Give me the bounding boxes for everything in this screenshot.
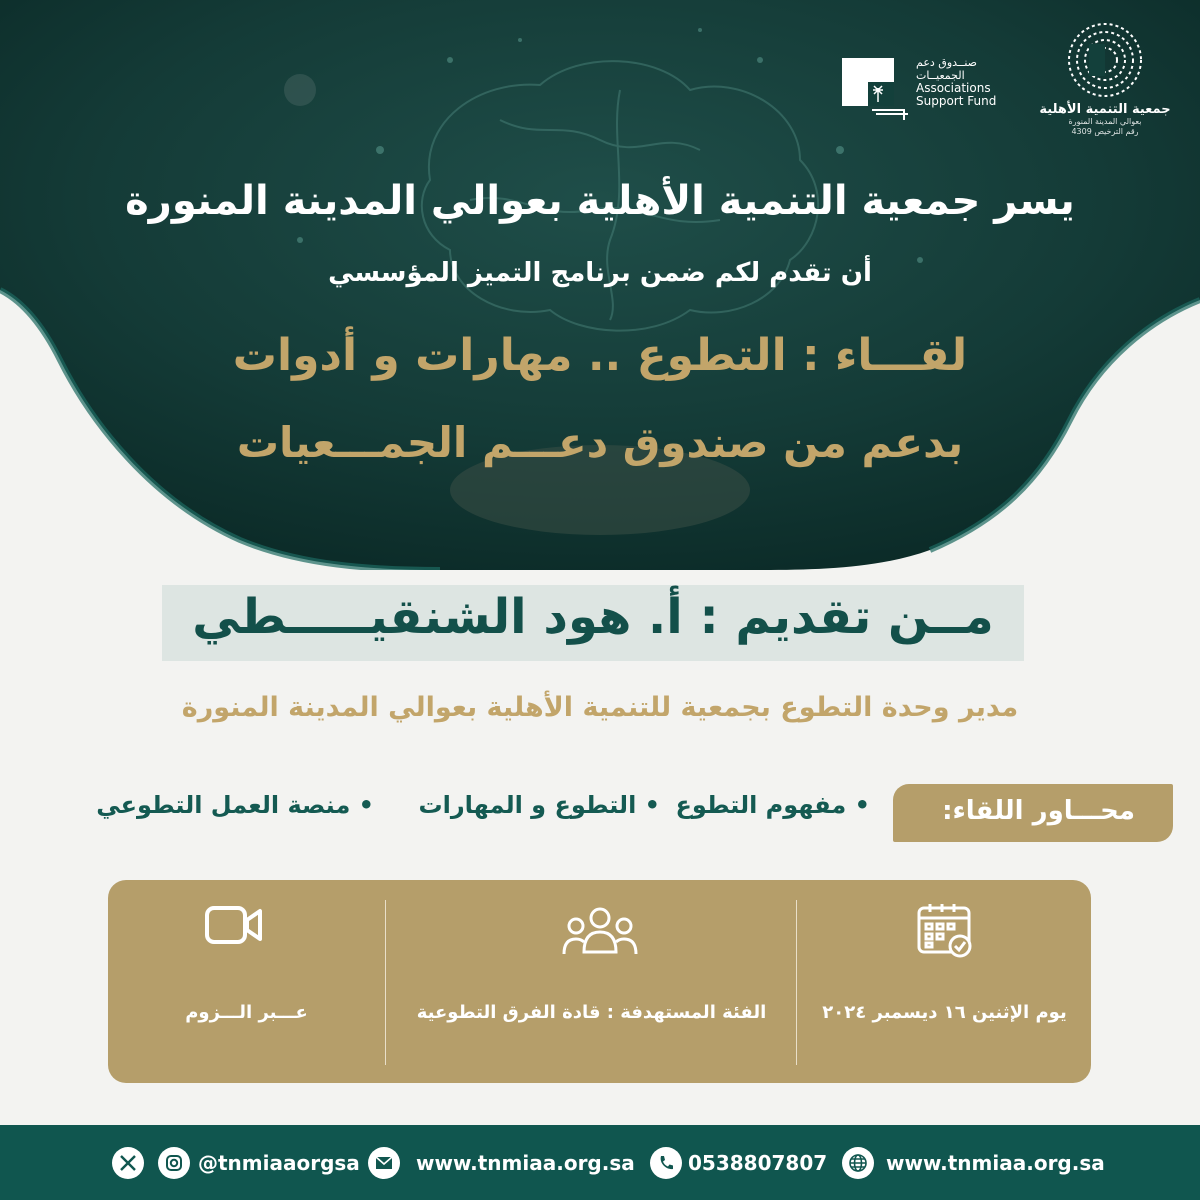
x-twitter-icon [112, 1147, 144, 1179]
phone-link[interactable] [650, 1145, 827, 1181]
instagram-link[interactable] [158, 1145, 360, 1181]
fund-name-arabic-1: صنــدوق دعم [916, 56, 978, 69]
topics-label-pill [893, 784, 1173, 842]
support-fund-logo [842, 56, 1007, 122]
footer-bar [0, 1125, 1200, 1200]
email-link[interactable] [368, 1145, 635, 1181]
event-audience: الفئة المستهدفة : قادة الفرق التطوعية [416, 1002, 767, 1023]
event-platform: عـــبر الـــزوم [185, 1002, 308, 1023]
phone-icon [650, 1147, 682, 1179]
association-logo [1025, 20, 1185, 160]
divider [385, 900, 386, 1065]
divider [796, 900, 797, 1065]
instagram-icon [158, 1147, 190, 1179]
meeting-title: لقـــاء : التطوع .. مهارات و أدوات [232, 330, 968, 381]
phone-number: 0538807807 [688, 1151, 828, 1175]
globe-icon [842, 1147, 874, 1179]
fund-emblem-icon [842, 58, 908, 120]
people-group-icon [562, 904, 638, 960]
headline: يسر جمعية التنمية الأهلية بعوالي المدينة المنورة [125, 178, 1075, 224]
mail-icon [368, 1147, 400, 1179]
association-name: جمعية التنمية الأهلية [1039, 102, 1171, 117]
social-handle: @tnmiaaorgsa [198, 1151, 360, 1175]
topic-item: • التطوع و المهارات [418, 791, 660, 819]
event-info-card [108, 880, 1091, 1083]
topic-item: • منصة العمل التطوعي [96, 791, 374, 819]
calendar-check-icon [916, 902, 976, 960]
fund-name-english-2: Support Fund [916, 94, 997, 108]
x-twitter-link[interactable] [112, 1145, 144, 1181]
fund-name-arabic-2: الجمعيــات [916, 69, 965, 82]
presenter-name: مــن تقديم : أ. هود الشنقيـــــطي [192, 589, 994, 645]
website-link-2: www.tnmiaa.org.sa [886, 1151, 1105, 1175]
event-date: يوم الإثنين ١٦ ديسمبر ٢٠٢٤ [822, 1002, 1067, 1023]
fund-name-english-1: Associations [916, 81, 991, 95]
topics-label: محـــاور اللقاء: [942, 796, 1135, 826]
support-line: بدعم من صندوق دعـــم الجمـــعيات [236, 418, 964, 467]
video-camera-icon [204, 902, 264, 950]
association-subtitle: بعوالي المدينة المنورة [1068, 117, 1142, 126]
topic-item: • مفهوم التطوع [675, 791, 870, 819]
association-license: رقم الترخيص 4309 [1071, 127, 1139, 136]
association-emblem-icon [1065, 20, 1145, 100]
website-link-1: www.tnmiaa.org.sa [416, 1151, 635, 1175]
subheadline: أن تقدم لكم ضمن برنامج التميز المؤسسي [328, 258, 872, 288]
presenter-banner [162, 585, 1024, 661]
website-link-2-container[interactable] [842, 1145, 1105, 1181]
presenter-role: مدير وحدة التطوع بجمعية للتنمية الأهلية بعوالي المدينة المنورة [181, 692, 1019, 723]
